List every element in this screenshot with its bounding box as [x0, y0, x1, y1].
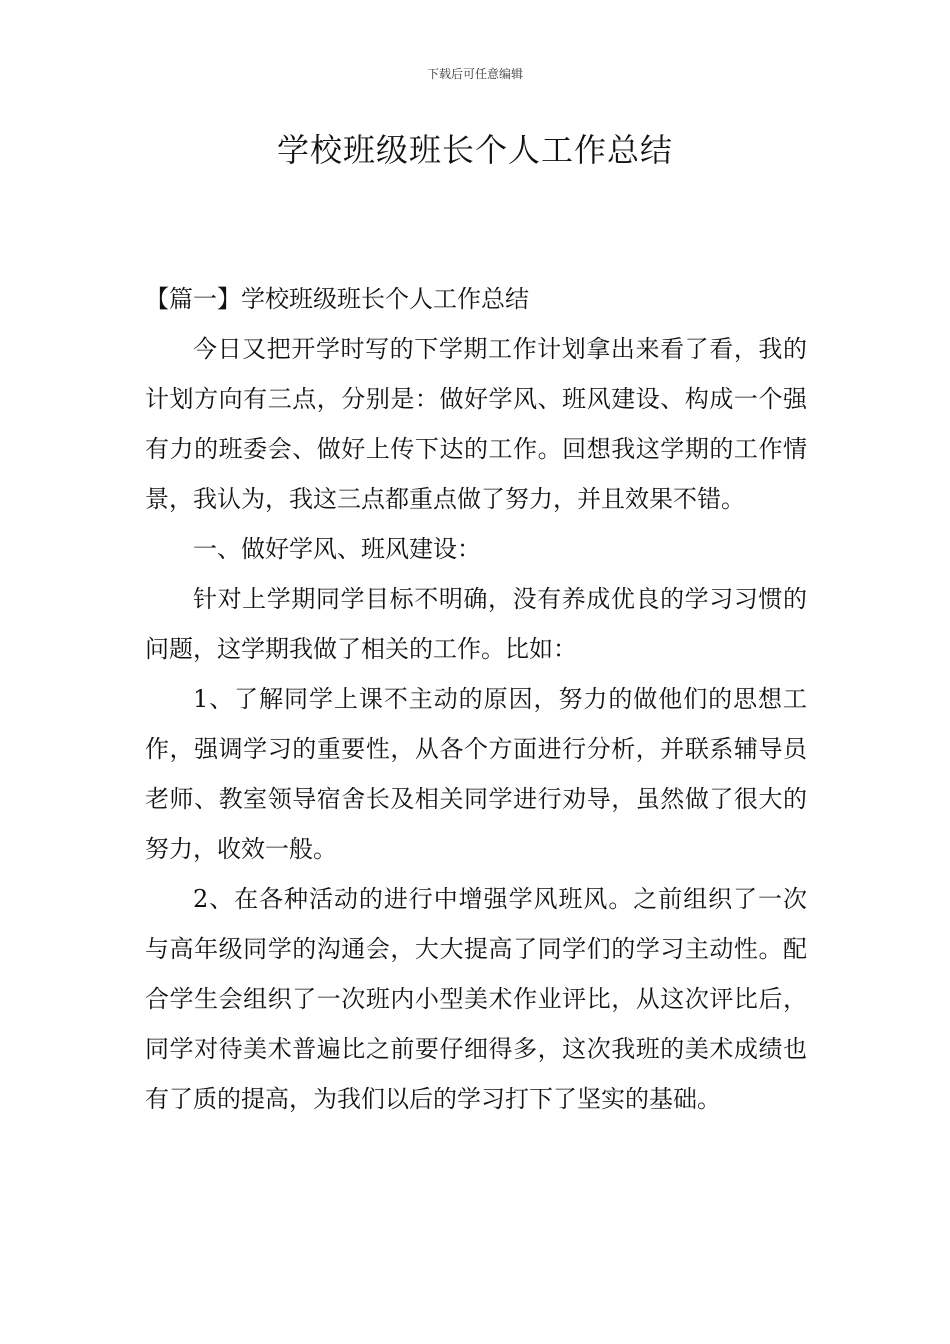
paragraph-intro: 今日又把开学时写的下学期工作计划拿出来看了看，我的计划方向有三点，分别是：做好学风、班风建设、构成一个强有力的班委会、做好上传下达的工作。回想我这学期的工作情景，我认为，我这三点都重点做了努力，并且效果不错。 — [145, 335, 807, 513]
section-heading: 【篇一】学校班级班长个人工作总结 — [145, 285, 529, 313]
paragraph-context: 针对上学期同学目标不明确，没有养成优良的学习习惯的问题，这学期我做了相关的工作。比如： — [145, 585, 807, 663]
download-note: 下载后可任意编辑 — [426, 67, 523, 81]
document-body — [145, 274, 807, 1124]
paragraph-item-1: 1、了解同学上课不主动的原因，努力的做他们的思想工作，强调学习的重要性，从各个方面进行分析，并联系辅导员老师、教室领导宿舍长及相关同学进行劝导，虽然做了很大的努力，收效一般。 — [145, 685, 807, 863]
document-title: 学校班级班长个人工作总结 — [276, 131, 673, 169]
paragraph-subheading: 一、做好学风、班风建设： — [193, 535, 481, 563]
paragraph-item-2: 2、在各种活动的进行中增强学风班风。之前组织了一次与高年级同学的沟通会，大大提高了同学们的学习主动性。配合学生会组织了一次班内小型美术作业评比，从这次评比后，同学对待美术普遍比之前要仔细得多，这次我班的美术成绩也有了质的提高，为我们以后的学习打下了坚实的基础。 — [145, 885, 807, 1113]
